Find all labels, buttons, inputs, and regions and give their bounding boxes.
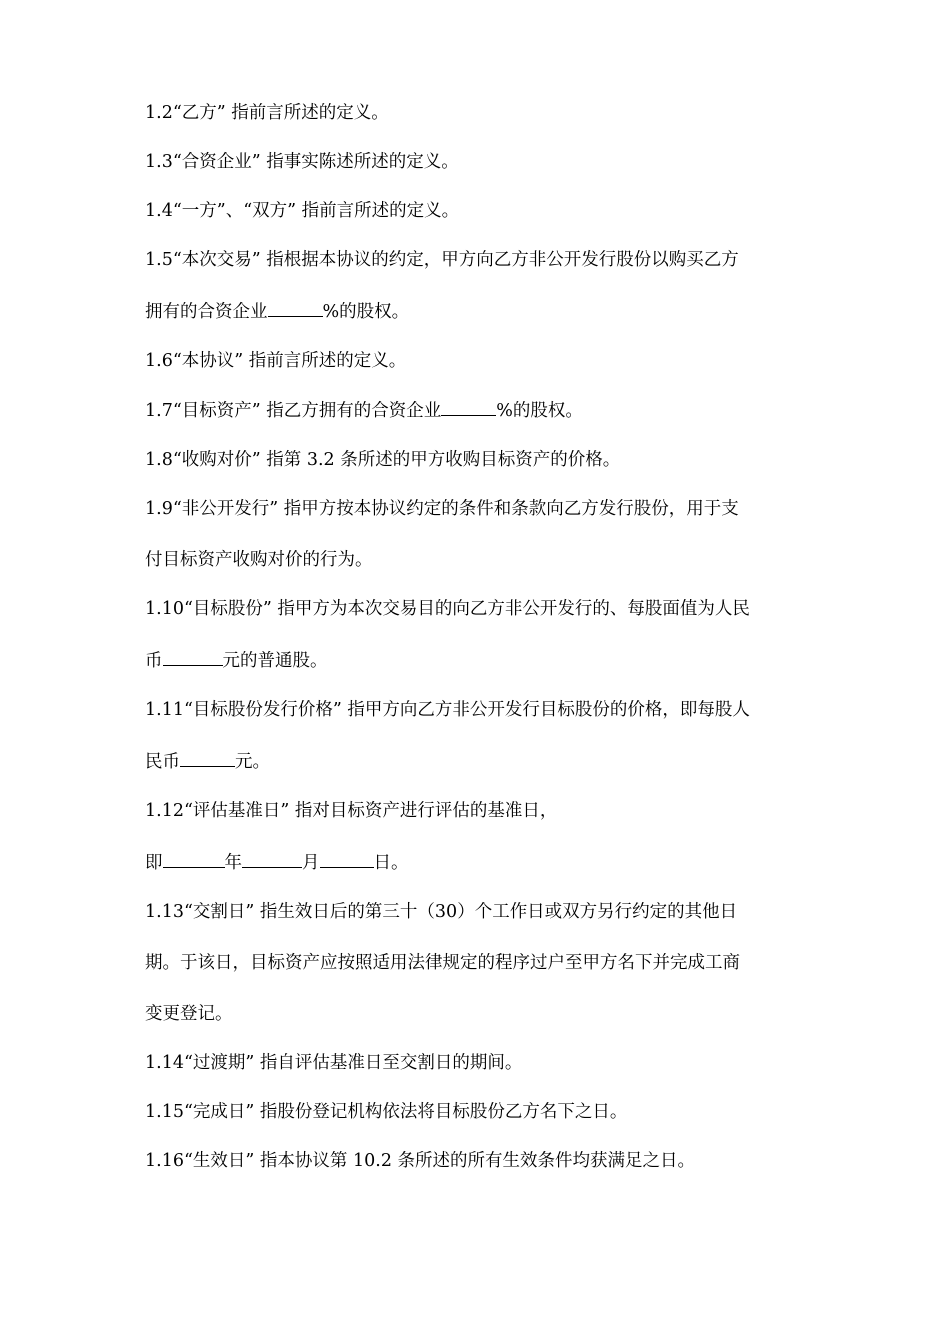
text-segment: 元。: [235, 752, 270, 772]
definition-1-5-line-1: 1.5“本次交易” 指根据本协议的约定，甲方向乙方非公开发行股份以购买乙方: [145, 250, 739, 270]
definition-1-6: 1.6“本协议” 指前言所述的定义。: [145, 351, 407, 371]
definition-1-10-line-1: 1.10“目标股份” 指甲方为本次交易目的向乙方非公开发行的、每股面值为人民: [145, 599, 750, 619]
text-segment: %的股权。: [496, 401, 583, 421]
blank-underline: [242, 850, 302, 868]
blank-underline: [268, 299, 323, 317]
definition-1-11-line-1: 1.11“目标股份发行价格” 指甲方向乙方非公开发行目标股份的价格，即每股人: [145, 700, 750, 720]
blank-underline: [180, 749, 235, 767]
definition-1-2: 1.2“乙方” 指前言所述的定义。: [145, 103, 389, 123]
definition-1-13-line-3: 变更登记。: [145, 1004, 233, 1024]
definition-1-9-line-2: 付目标资产收购对价的行为。: [145, 550, 373, 570]
text-segment: 年: [224, 853, 242, 873]
definition-1-12-line-2: [145, 850, 805, 875]
blank-underline: [320, 850, 374, 868]
text-segment: 元的普通股。: [222, 651, 328, 671]
definition-1-7: [145, 398, 805, 423]
blank-underline: [441, 398, 496, 416]
blank-underline: [163, 648, 223, 666]
document-page: [145, 101, 805, 1173]
definition-1-16: 1.16“生效日” 指本协议第 10.2 条所述的所有生效条件均获满足之日。: [145, 1151, 696, 1171]
text-segment: 1.7“目标资产” 指乙方拥有的合资企业: [145, 401, 442, 421]
text-segment: 币: [145, 651, 163, 671]
definition-1-12-line-1: 1.12“评估基准日” 指对目标资产进行评估的基准日，: [145, 801, 558, 821]
definition-1-9-line-1: 1.9“非公开发行” 指甲方按本协议约定的条件和条款向乙方发行股份，用于支: [145, 499, 739, 519]
definition-1-5-line-2: [145, 299, 805, 324]
definition-1-4: 1.4“一方”、“双方” 指前言所述的定义。: [145, 201, 460, 221]
definition-1-13-line-1: 1.13“交割日” 指生效日后的第三十（30）个工作日或双方另行约定的其他日: [145, 902, 738, 922]
text-segment: 月: [302, 853, 320, 873]
definition-1-14: 1.14“过渡期” 指自评估基准日至交割日的期间。: [145, 1053, 523, 1073]
definition-1-10-line-2: [145, 648, 805, 673]
blank-underline: [163, 850, 225, 868]
text-segment: 民币: [145, 752, 180, 772]
definition-1-15: 1.15“完成日” 指股份登记机构依法将目标股份乙方名下之日。: [145, 1102, 628, 1122]
text-segment: 日。: [373, 853, 409, 873]
text-segment: %的股权。: [322, 302, 410, 322]
definition-1-13-line-2: 期。于该日，目标资产应按照适用法律规定的程序过户至甲方名下并完成工商: [145, 953, 740, 973]
text-segment: 拥有的合资企业: [145, 302, 268, 322]
definition-1-11-line-2: [145, 749, 805, 774]
definition-1-8: 1.8“收购对价” 指第 3.2 条所述的甲方收购目标资产的价格。: [145, 450, 621, 470]
definition-1-3: 1.3“合资企业” 指事实陈述所述的定义。: [145, 152, 459, 172]
text-segment: 即: [145, 853, 163, 873]
